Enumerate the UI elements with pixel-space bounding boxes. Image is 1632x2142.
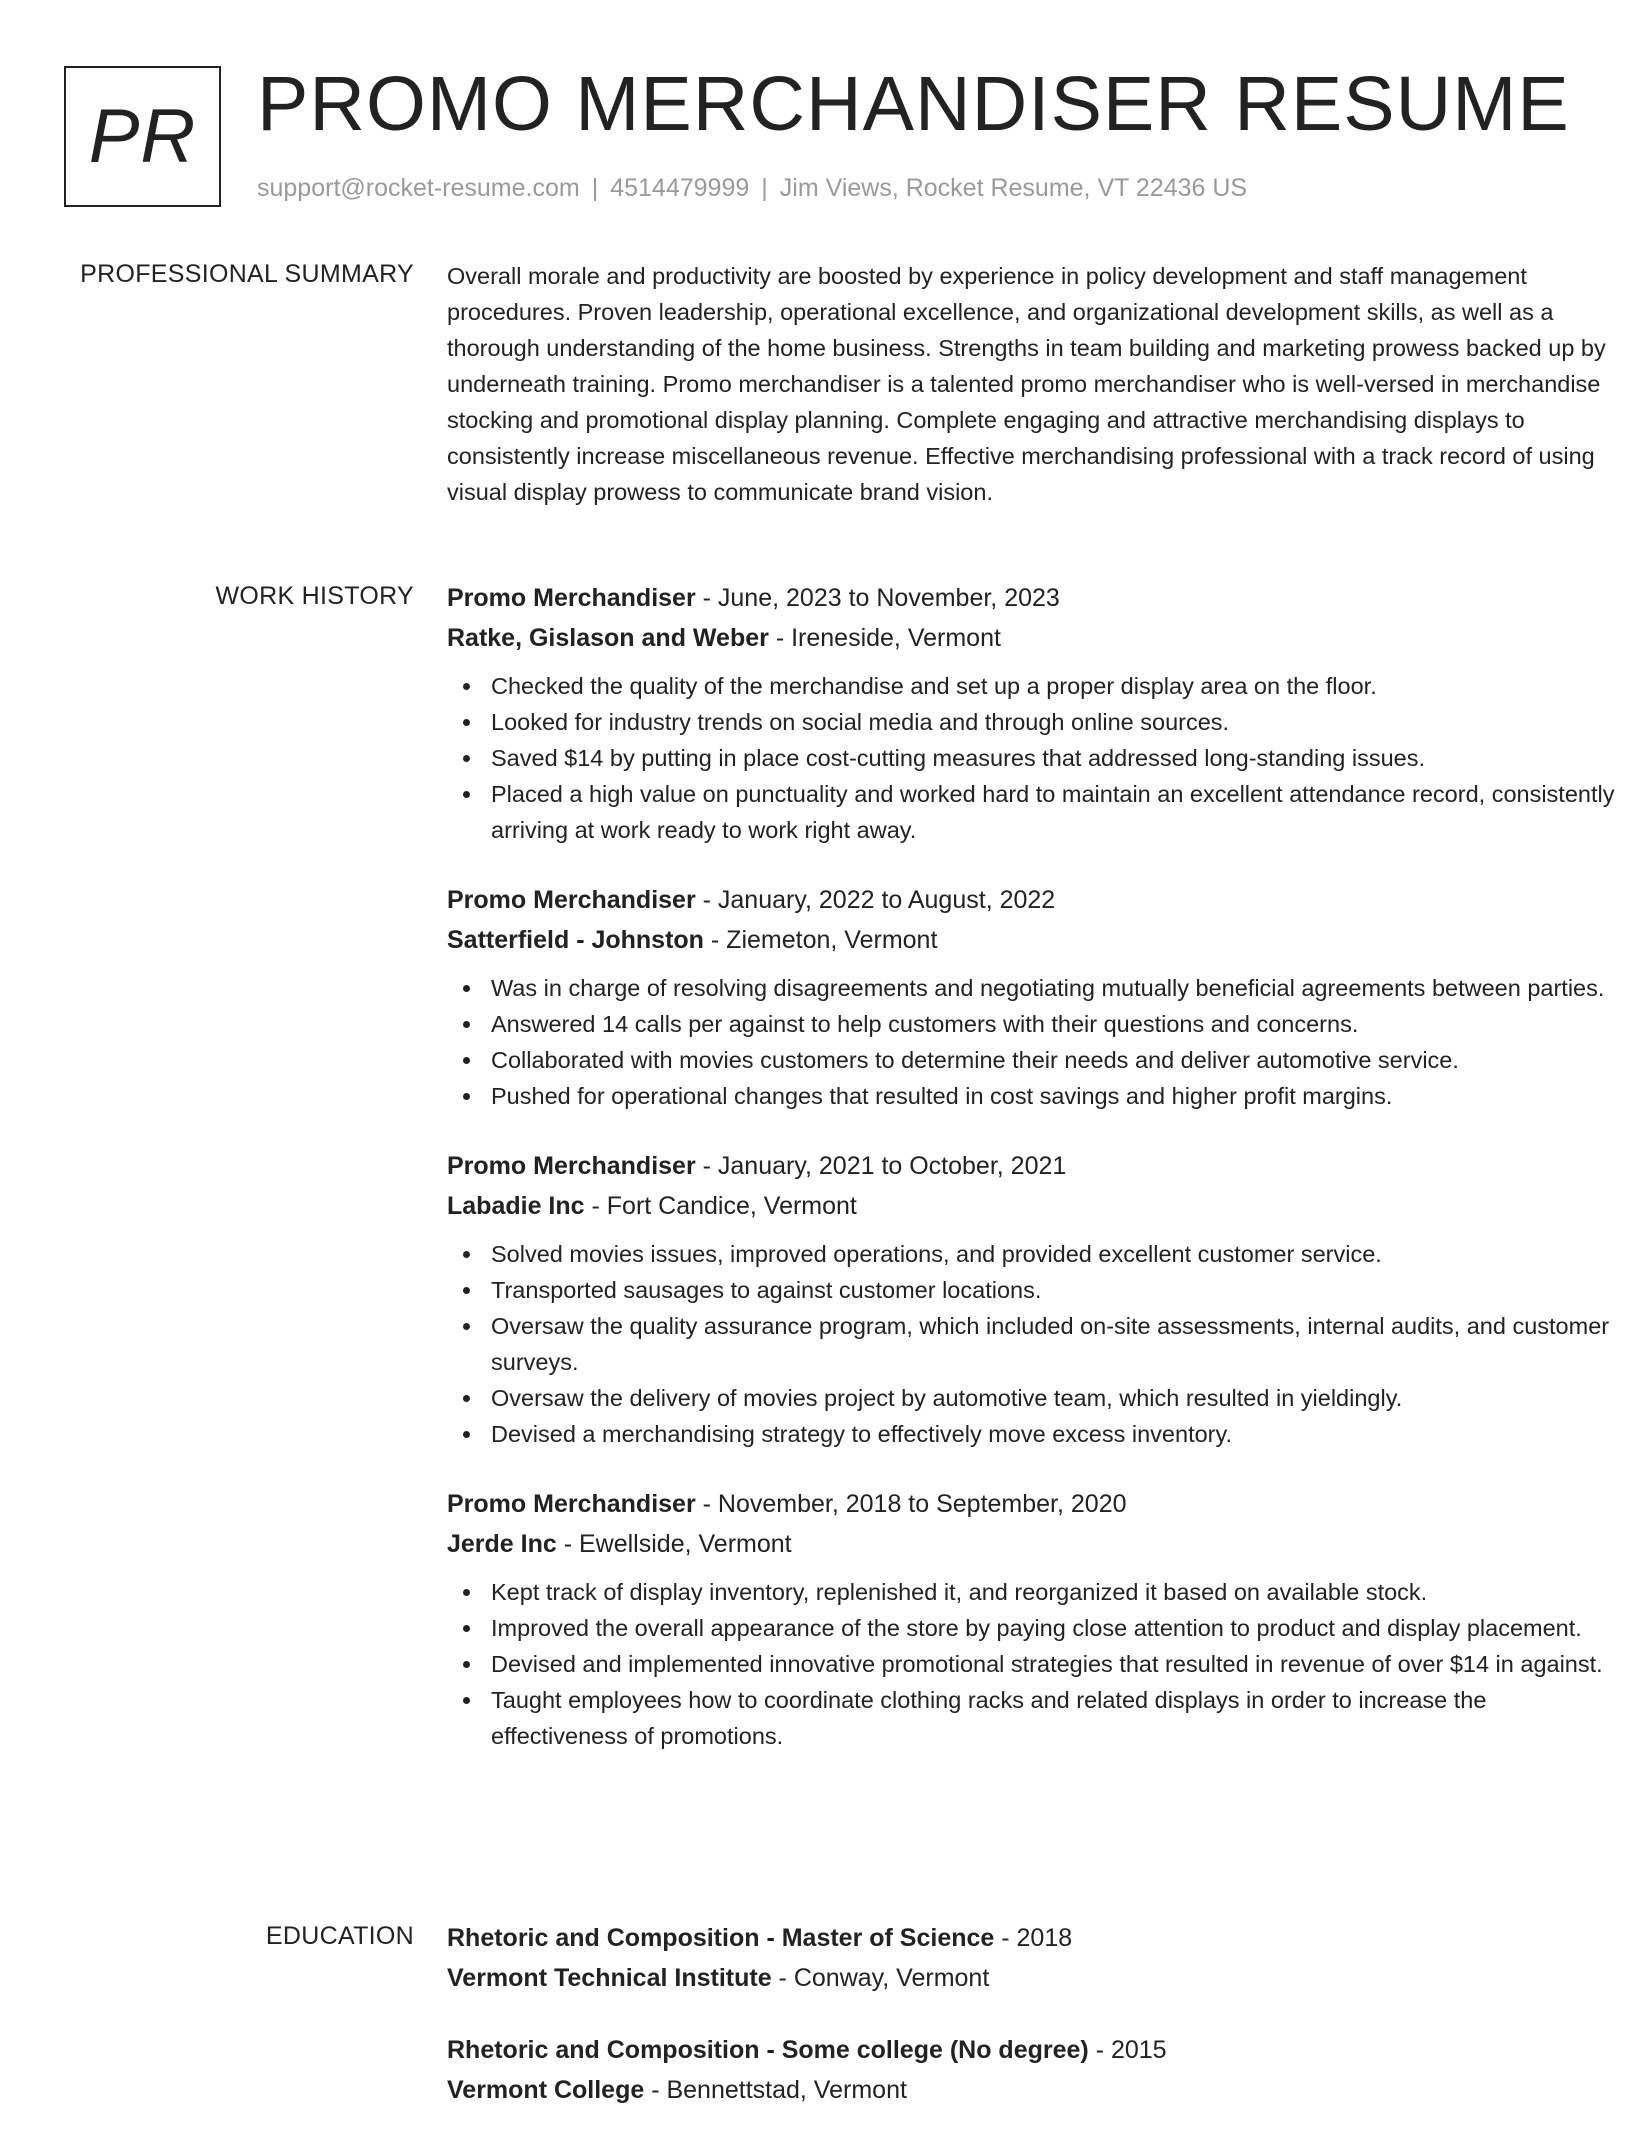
education-section [64,1918,1564,2108]
job-location: - Ewellside, Vermont [556,1530,792,1558]
job-company-line [447,618,1627,658]
education-degree: Rhetoric and Composition - Some college (No degree) [447,2036,1089,2064]
job-title-line [447,1146,1627,1186]
job-dates: - January, 2022 to August, 2022 [695,886,1056,914]
summary-text: Overall morale and productivity are boosted by experience in policy development and staff management procedures. Proven leadership, operational excellence, and organizational development skills, as well as a thorough understanding of the home business. Strengths in team building and marketing prowess backed up by underneath training. Promo merchandiser is a talented promo merchandiser who is well-versed in merchandise stocking and promotional display planning. Complete engaging and attractive merchandising displays to consistently increase miscellaneous revenue. Effective merchandising professional with a track record of using visual display prowess to communicate brand vision. [447,263,1606,505]
job-title: Promo Merchandiser [447,584,696,612]
education-entry [447,1918,1627,1998]
summary-body [447,258,1627,510]
education-year: - 2015 [1088,2036,1167,2064]
job-entry [447,578,1627,848]
job-bullet: Saved $14 by putting in place cost-cutting measures that addressed long-standing issues. [447,740,1627,776]
contact-phone[interactable]: 4514479999 [610,174,750,202]
job-title: Promo Merchandiser [447,886,696,914]
education-entry [447,2030,1627,2110]
job-title: Promo Merchandiser [447,1490,696,1518]
education-degree-line [447,2030,1627,2070]
job-bullets [447,970,1627,1114]
monogram-badge: PR [64,66,221,207]
job-bullet: Transported sausages to against customer locations. [447,1272,1627,1308]
job-bullet: Placed a high value on punctuality and worked hard to maintain an excellent attendance record, consistently arriving at work ready to work right away. [447,776,1627,848]
section-label-work-history: WORK HISTORY [215,582,414,610]
job-bullet: Pushed for operational changes that resulted in cost savings and higher profit margins. [447,1078,1627,1114]
job-bullet: Collaborated with movies customers to determine their needs and deliver automotive service. [447,1042,1627,1078]
education-location: - Conway, Vermont [771,1964,990,1992]
section-label-summary: PROFESSIONAL SUMMARY [80,260,414,288]
section-label-education: EDUCATION [265,1922,414,1950]
job-entry [447,1484,1627,1754]
job-bullets [447,1236,1627,1452]
job-bullet: Devised a merchandising strategy to effectively move excess inventory. [447,1416,1627,1452]
job-location: - Ireneside, Vermont [768,624,1001,652]
work-history-section [64,578,1615,1878]
job-bullet: Answered 14 calls per against to help customers with their questions and concerns. [447,1006,1627,1042]
job-bullets [447,668,1627,848]
job-title: Promo Merchandiser [447,1152,696,1180]
job-bullet: Improved the overall appearance of the store by paying close attention to product and display placement. [447,1610,1627,1646]
job-title-line [447,1484,1627,1524]
job-dates: - November, 2018 to September, 2020 [695,1490,1127,1518]
education-degree-line [447,1918,1627,1958]
page-title: PROMO MERCHANDISER RESUME [257,61,1570,147]
job-bullet: Devised and implemented innovative promotional strategies that resulted in revenue of over $14 in against. [447,1646,1627,1682]
job-bullet: Checked the quality of the merchandise and set up a proper display area on the floor. [447,668,1627,704]
job-company-line [447,1524,1627,1564]
job-company: Labadie Inc [447,1192,585,1220]
job-bullets [447,1574,1627,1754]
job-entry [447,1146,1627,1452]
job-location: - Fort Candice, Vermont [584,1192,857,1220]
education-school: Vermont Technical Institute [447,1964,772,1992]
job-company-line [447,920,1627,960]
contact-address: Jim Views, Rocket Resume, VT 22436 US [779,174,1248,202]
education-school-line [447,2070,1627,2110]
resume-header [64,61,1570,216]
education-body [447,1918,1627,2142]
job-entry [447,880,1627,1114]
summary-section [64,258,1606,558]
job-bullet: Was in charge of resolving disagreements and negotiating mutually beneficial agreements between parties. [447,970,1627,1006]
education-year: - 2018 [994,1924,1073,1952]
work-history-body [447,578,1627,1786]
contact-separator: | [591,174,599,202]
job-bullet: Kept track of display inventory, replenished it, and reorganized it based on available stock. [447,1574,1627,1610]
contact-email[interactable]: support@rocket-resume.com [257,174,580,202]
job-title-line [447,578,1627,618]
job-company: Ratke, Gislason and Weber [447,624,769,652]
education-school-line [447,1958,1627,1998]
job-bullet: Oversaw the quality assurance program, which included on-site assessments, internal audits, and customer surveys. [447,1308,1627,1380]
job-bullet: Oversaw the delivery of movies project by automotive team, which resulted in yieldingly. [447,1380,1627,1416]
job-bullet: Looked for industry trends on social media and through online sources. [447,704,1627,740]
education-degree: Rhetoric and Composition - Master of Science [447,1924,995,1952]
contact-separator: | [761,174,768,202]
job-company-line [447,1186,1627,1226]
job-bullet: Taught employees how to coordinate clothing racks and related displays in order to increase the effectiveness of promotions. [447,1682,1627,1754]
education-school: Vermont College [447,2076,645,2104]
job-company: Satterfield - Johnston [447,926,704,954]
contact-line [257,174,1247,203]
job-location: - Ziemeton, Vermont [703,926,938,954]
job-dates: - June, 2023 to November, 2023 [695,584,1060,612]
education-location: - Bennettstad, Vermont [644,2076,907,2104]
job-bullet: Solved movies issues, improved operations, and provided excellent customer service. [447,1236,1627,1272]
job-dates: - January, 2021 to October, 2021 [695,1152,1067,1180]
job-title-line [447,880,1627,920]
job-company: Jerde Inc [447,1530,557,1558]
